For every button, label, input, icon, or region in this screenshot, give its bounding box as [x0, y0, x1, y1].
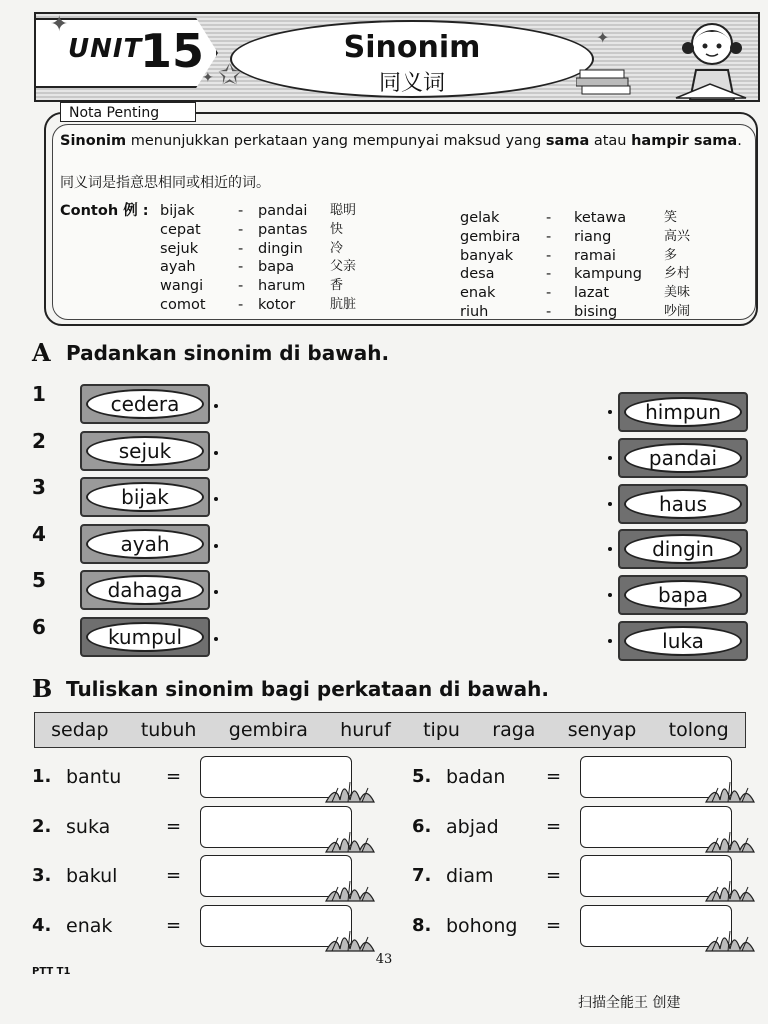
- example-synonym: bising: [574, 304, 618, 320]
- left-word-card[interactable]: [80, 477, 210, 517]
- example-synonym: lazat: [574, 285, 610, 302]
- example-chinese: 快: [330, 221, 344, 237]
- question-number: 5.: [412, 766, 432, 787]
- example-row: [0, 228, 768, 247]
- grass-icon: [702, 873, 758, 903]
- definition-chinese: 同义词是指意思相同或相近的词。: [60, 175, 270, 191]
- equals-sign: =: [166, 914, 182, 936]
- equals-sign: =: [546, 815, 562, 837]
- star-icon: ✦: [596, 28, 610, 47]
- question-word: enak: [66, 914, 113, 937]
- example-chinese: 笑: [664, 210, 678, 225]
- example-dash: -: [546, 247, 552, 264]
- match-dot[interactable]: [214, 451, 218, 455]
- match-dot[interactable]: [214, 544, 218, 548]
- grass-icon: [322, 824, 378, 854]
- left-word: dahaga: [86, 575, 204, 605]
- equals-sign: =: [166, 865, 182, 886]
- example-row: [0, 284, 768, 303]
- question-word: suka: [66, 815, 111, 838]
- right-word: pandai: [624, 443, 742, 473]
- match-dot[interactable]: [214, 497, 218, 501]
- example-word: ayah: [160, 259, 196, 276]
- item-number: 6: [32, 614, 46, 639]
- books-icon: [576, 64, 656, 100]
- question-number: 3.: [32, 865, 52, 886]
- example-dash: -: [238, 221, 244, 238]
- example-dash: -: [546, 210, 552, 226]
- word-bank-item: huruf: [340, 719, 391, 741]
- question-number: 4.: [32, 914, 52, 936]
- question-number: 2.: [32, 815, 52, 837]
- item-number: 5: [32, 568, 46, 592]
- left-word: cedera: [86, 389, 204, 419]
- nota-label: Nota Penting: [60, 102, 196, 122]
- section-b-letter: B: [32, 674, 53, 703]
- right-word: luka: [624, 626, 742, 656]
- left-word-card[interactable]: [80, 384, 210, 424]
- example-word: bijak: [160, 203, 195, 219]
- example-row: [0, 247, 768, 266]
- example-word: gelak: [460, 210, 500, 226]
- grass-icon: [322, 923, 378, 953]
- example-chinese: 多: [664, 247, 678, 263]
- item-number: 4: [32, 521, 46, 546]
- example-dash: -: [546, 304, 552, 320]
- left-word-card[interactable]: [80, 431, 210, 471]
- equals-sign: =: [546, 914, 562, 936]
- item-number: 3: [32, 475, 46, 499]
- example-synonym: bapa: [258, 259, 295, 276]
- right-word-card[interactable]: [618, 392, 748, 432]
- question-word: bakul: [66, 865, 118, 887]
- word-bank: [34, 712, 746, 748]
- right-word: himpun: [624, 397, 742, 427]
- example-row: [0, 209, 768, 228]
- example-word: gembira: [460, 228, 521, 245]
- section-a-letter: A: [32, 338, 51, 367]
- example-row: [0, 303, 768, 322]
- item-number: 2: [32, 428, 46, 453]
- contoh-label: Contoh 例 :: [60, 203, 149, 219]
- example-dash: -: [546, 228, 552, 245]
- question-number: 6.: [412, 815, 432, 837]
- example-chinese: 冷: [330, 240, 344, 256]
- match-dot[interactable]: [214, 404, 218, 408]
- grass-icon: [702, 923, 758, 953]
- grass-icon: [702, 774, 758, 804]
- right-word-card[interactable]: [618, 438, 748, 478]
- left-word-card[interactable]: [80, 570, 210, 610]
- left-word: ayah: [86, 529, 204, 559]
- definition-text: Sinonim menunjukkan perkataan yang mempunyai maksud yang sama atau hampir sama.: [60, 133, 742, 149]
- star-icon: ✩: [218, 58, 242, 91]
- example-synonym: harum: [258, 278, 306, 295]
- girl-reading-icon: [666, 18, 756, 100]
- left-word: kumpul: [86, 622, 204, 652]
- word-bank-item: senyap: [567, 719, 637, 741]
- example-dash: -: [546, 266, 552, 283]
- example-synonym: riang: [574, 228, 612, 245]
- grass-icon: [322, 774, 378, 804]
- example-word: desa: [460, 266, 495, 283]
- star-icon: ✦: [202, 70, 214, 86]
- question-word: bantu: [66, 766, 122, 788]
- grass-icon: [702, 824, 758, 854]
- right-word: dingin: [624, 534, 742, 564]
- example-dash: -: [238, 203, 244, 219]
- scanner-watermark: 扫描全能王 创建: [578, 995, 681, 1011]
- equals-sign: =: [166, 815, 182, 837]
- example-synonym: ketawa: [574, 210, 627, 226]
- word-bank-item: tipu: [423, 719, 460, 741]
- right-word-card[interactable]: [618, 529, 748, 569]
- left-word: bijak: [86, 482, 204, 512]
- item-number: 1: [32, 382, 46, 406]
- match-dot[interactable]: [608, 502, 612, 506]
- example-dash: -: [546, 285, 552, 302]
- example-chinese: 聪明: [330, 203, 357, 218]
- unit-number: 15: [140, 24, 205, 78]
- match-dot[interactable]: [608, 410, 612, 414]
- star-icon: ✦: [50, 12, 69, 37]
- right-word-card[interactable]: [618, 484, 748, 524]
- example-synonym: ramai: [574, 247, 616, 264]
- equals-sign: =: [166, 766, 182, 787]
- word-bank-item: tolong: [668, 719, 729, 741]
- footer-code: PTT T1: [32, 966, 71, 977]
- example-chinese: 肮脏: [330, 297, 357, 312]
- left-word: sejuk: [86, 436, 204, 466]
- example-chinese: 高兴: [664, 228, 691, 244]
- example-synonym: dingin: [258, 240, 303, 257]
- grass-icon: [322, 873, 378, 903]
- question-word: bohong: [446, 914, 518, 937]
- question-word: abjad: [446, 815, 499, 838]
- example-synonym: pandai: [258, 203, 308, 219]
- match-dot[interactable]: [608, 639, 612, 643]
- question-word: badan: [446, 766, 506, 788]
- example-word: riuh: [460, 304, 489, 320]
- equals-sign: =: [546, 865, 562, 886]
- example-row: [0, 265, 768, 284]
- word-bank-item: tubuh: [140, 719, 197, 741]
- right-word: bapa: [624, 580, 742, 610]
- example-dash: -: [238, 297, 244, 313]
- left-word-card[interactable]: [80, 617, 210, 657]
- example-chinese: 乡村: [664, 266, 691, 282]
- example-synonym: kampung: [574, 266, 642, 283]
- right-word-card[interactable]: [618, 621, 748, 661]
- page-number: 43: [375, 952, 393, 967]
- example-word: comot: [160, 297, 206, 313]
- word-bank-item: sedap: [51, 719, 109, 741]
- example-word: wangi: [160, 278, 204, 295]
- example-word: banyak: [460, 247, 514, 264]
- match-dot[interactable]: [214, 590, 218, 594]
- example-dash: -: [238, 259, 244, 276]
- match-dot[interactable]: [608, 547, 612, 551]
- example-chinese: 美味: [664, 285, 691, 301]
- example-word: sejuk: [160, 240, 199, 257]
- example-dash: -: [238, 240, 244, 257]
- right-word-card[interactable]: [618, 575, 748, 615]
- example-dash: -: [238, 278, 244, 295]
- question-number: 1.: [32, 766, 52, 787]
- page-title-chinese: 同义词: [378, 71, 445, 96]
- unit-label: UNIT: [68, 34, 143, 64]
- section-b-title: Tuliskan sinonim bagi perkataan di bawah.: [66, 677, 549, 701]
- example-synonym: kotor: [258, 297, 296, 313]
- question-number: 7.: [412, 865, 432, 886]
- example-synonym: pantas: [258, 221, 308, 238]
- example-word: cepat: [160, 221, 201, 238]
- unit-banner: [34, 12, 760, 102]
- example-chinese: 香: [330, 278, 344, 294]
- example-chinese: 父亲: [330, 259, 357, 275]
- page-title: Sinonim: [343, 30, 481, 65]
- match-dot[interactable]: [608, 456, 612, 460]
- question-word: diam: [446, 865, 494, 887]
- right-word: haus: [624, 489, 742, 519]
- example-word: enak: [460, 285, 496, 302]
- match-dot[interactable]: [214, 637, 218, 641]
- example-chinese: 吵闹: [664, 304, 691, 319]
- match-dot[interactable]: [608, 593, 612, 597]
- left-word-card[interactable]: [80, 524, 210, 564]
- equals-sign: =: [546, 766, 562, 787]
- word-bank-item: raga: [492, 719, 536, 741]
- question-number: 8.: [412, 914, 432, 936]
- title-oval: [230, 20, 594, 98]
- section-a-title: Padankan sinonim di bawah.: [66, 341, 390, 365]
- definition-term: Sinonim: [60, 133, 127, 149]
- word-bank-item: gembira: [228, 719, 308, 741]
